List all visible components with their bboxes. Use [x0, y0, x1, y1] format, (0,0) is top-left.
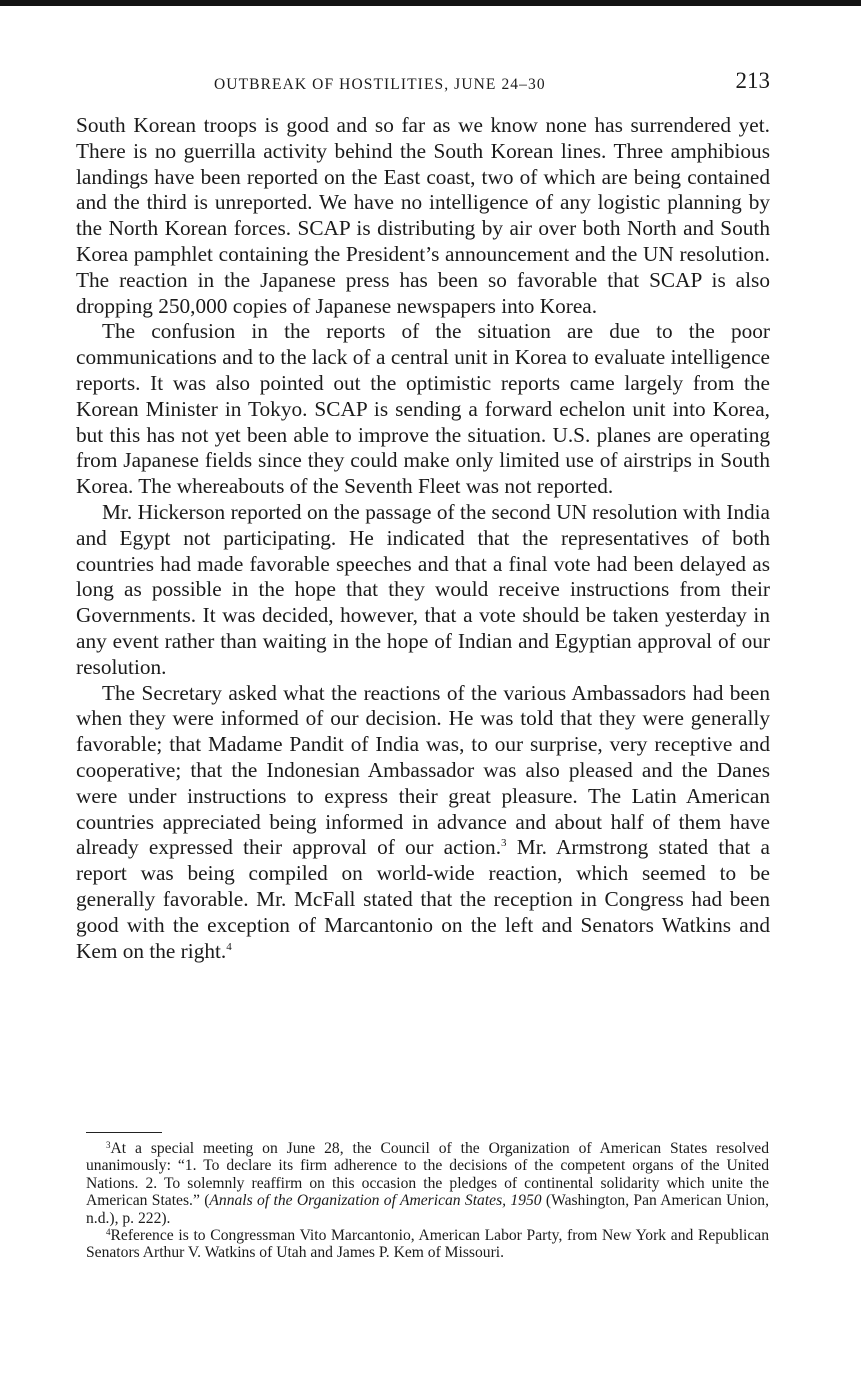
footnote-4 — [86, 1227, 769, 1262]
footnote-4-text: Reference is to Congressman Vito Marcantonio, American Labor Party, from New York and Republican Senators Arthur V. Watkins of Utah and James P. Kem of Missouri. — [86, 1227, 769, 1262]
page-number: 213 — [735, 68, 770, 93]
body-text — [76, 113, 770, 964]
paragraph-2: The confusion in the reports of the situation are due to the poor communications and to the lack of a central unit in Korea to evaluate intelligence reports. It was also pointed out the optimistic reports came largely from the Korean Minister in Tokyo. SCAP is sending a forward echelon unit into Korea, but this has not yet been able to improve the situation. U.S. planes are operating from Japanese fields since they could make only limited use of airstrips in South Korea. The whereabouts of the Seventh Fleet was not reported. — [76, 319, 770, 499]
footnote-ref-3[interactable]: 3 — [501, 837, 507, 850]
footnote-marker-3: 3 — [106, 1140, 111, 1150]
paragraph-4-text-b: Mr. Armstrong stated that a report was being compiled on world-wide reaction, which seemed to be generally favorable. Mr. McFall stated that the reception in Congress had been good with the exception of Marcantonio on the left and Senators Watkins and Kem on the right. — [76, 835, 771, 963]
footnote-3-citation-title: Annals of the Organization of American States, 1950 — [209, 1192, 542, 1210]
footnotes — [86, 1140, 769, 1262]
paragraph-3: Mr. Hickerson reported on the passage of the second UN resolution with India and Egypt not participating. He indicated that the representatives of both countries had made favorable speeches and that a final vote had been delayed as long as possible in the hope that they would receive instructions from their Governments. It was decided, however, that a vote should be taken yesterday in any event rather than waiting in the hope of Indian and Egyptian approval of our resolution. — [76, 499, 770, 679]
paragraph-4 — [76, 681, 770, 965]
footnote-3-text-after: (Washington, Pan American Union, n.d.), p. 222). — [86, 1192, 769, 1227]
footnote-divider — [86, 1132, 162, 1133]
footnote-3 — [86, 1140, 769, 1227]
page-header — [76, 68, 770, 102]
footnote-ref-4[interactable]: 4 — [226, 940, 232, 953]
footnote-marker-4: 4 — [106, 1227, 111, 1238]
paragraph-1: South Korean troops is good and so far as we know none has surrendered yet. There is no guerrilla activity behind the South Korean lines. Three amphibious landings have been reported on the East coast, two of which are being contained and the third is unreported. We have no intelligence of any logistic planning by the North Korean forces. SCAP is distributing by air over both North and South Korea pamphlet containing the President’s announcement and the UN resolution. The reaction in the Japanese press has been so favorable that SCAP is also dropping 250,000 copies of Japanese newspapers into Korea. — [76, 113, 770, 318]
footnote-3-text: At a special meeting on June 28, the Council of the Organization of American States resolved unanimously: “1. To declare its firm adherence to the decisions of the competent organs of the United Nations. 2. To solemnly reaffirm on this occasion the pledges of continental solidarity which unite the American States.” ( — [86, 1140, 769, 1210]
running-title: OUTBREAK OF HOSTILITIES, JUNE 24–30 — [214, 76, 546, 93]
page-top-border — [0, 0, 861, 6]
paragraph-4-text-a: The Secretary asked what the reactions of the various Ambassadors had been when they were informed of our decision. He was told that they were generally favorable; that Madame Pandit of India was, to our surprise, very receptive and cooperative; that the Indonesian Ambassador was also pleased and the Danes were under instructions to express their great pleasure. The Latin American countries appreciated being informed in advance and about half of them have already expressed their approval of our action. — [76, 680, 770, 860]
